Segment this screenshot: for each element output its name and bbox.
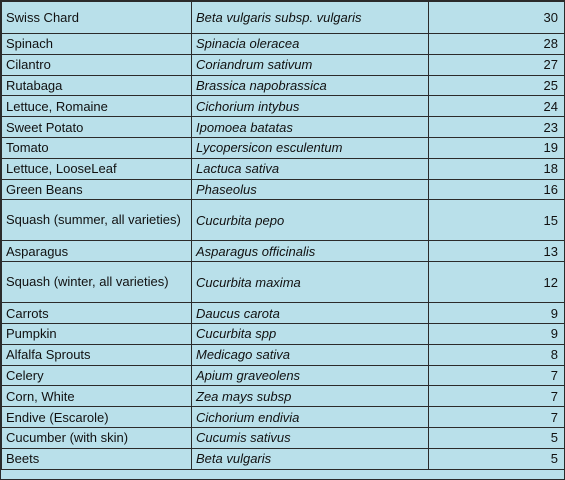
table-row — [2, 117, 565, 138]
table-row — [2, 262, 565, 303]
common-name-cell: Asparagus — [2, 241, 192, 262]
common-name-cell: Pumpkin — [2, 323, 192, 344]
scientific-name-cell: Brassica napobrassica — [192, 75, 429, 96]
value-cell: 7 — [429, 365, 565, 386]
common-name-cell: Sweet Potato — [2, 117, 192, 138]
table-row — [2, 75, 565, 96]
value-cell: 23 — [429, 117, 565, 138]
table-row — [2, 365, 565, 386]
common-name-cell: Rutabaga — [2, 75, 192, 96]
value-cell: 16 — [429, 179, 565, 200]
value-cell: 5 — [429, 448, 565, 469]
common-name-cell: Lettuce, Romaine — [2, 96, 192, 117]
common-name-cell: Corn, White — [2, 386, 192, 407]
table-row — [2, 427, 565, 448]
table-row — [2, 54, 565, 75]
vegetable-table — [1, 1, 565, 470]
common-name-cell: Alfalfa Sprouts — [2, 344, 192, 365]
value-cell: 9 — [429, 303, 565, 324]
common-name-cell: Cilantro — [2, 54, 192, 75]
value-cell: 24 — [429, 96, 565, 117]
scientific-name-cell: Daucus carota — [192, 303, 429, 324]
table-row — [2, 344, 565, 365]
scientific-name-cell: Cucurbita maxima — [192, 262, 429, 303]
common-name-cell: Cucumber (with skin) — [2, 427, 192, 448]
common-name-cell: Carrots — [2, 303, 192, 324]
scientific-name-cell: Spinacia oleracea — [192, 34, 429, 55]
scientific-name-cell: Cucurbita spp — [192, 323, 429, 344]
scientific-name-cell: Cichorium intybus — [192, 96, 429, 117]
common-name-cell: Squash (summer, all varieties) — [2, 200, 192, 241]
scientific-name-cell: Coriandrum sativum — [192, 54, 429, 75]
value-cell: 7 — [429, 386, 565, 407]
value-cell: 30 — [429, 2, 565, 34]
scientific-name-cell: Cucurbita pepo — [192, 200, 429, 241]
value-cell: 7 — [429, 407, 565, 428]
table-row — [2, 303, 565, 324]
common-name-cell: Lettuce, LooseLeaf — [2, 158, 192, 179]
scientific-name-cell: Medicago sativa — [192, 344, 429, 365]
scientific-name-cell: Cucumis sativus — [192, 427, 429, 448]
table-row — [2, 96, 565, 117]
value-cell: 18 — [429, 158, 565, 179]
scientific-name-cell: Lactuca sativa — [192, 158, 429, 179]
table-row — [2, 323, 565, 344]
value-cell: 13 — [429, 241, 565, 262]
scientific-name-cell: Asparagus officinalis — [192, 241, 429, 262]
common-name-cell: Green Beans — [2, 179, 192, 200]
common-name-cell: Swiss Chard — [2, 2, 192, 34]
value-cell: 25 — [429, 75, 565, 96]
common-name-cell: Tomato — [2, 137, 192, 158]
common-name-cell: Spinach — [2, 34, 192, 55]
table-row — [2, 34, 565, 55]
scientific-name-cell: Beta vulgaris — [192, 448, 429, 469]
table-row — [2, 158, 565, 179]
value-cell: 15 — [429, 200, 565, 241]
scientific-name-cell: Phaseolus — [192, 179, 429, 200]
table-row — [2, 137, 565, 158]
value-cell: 9 — [429, 323, 565, 344]
value-cell: 19 — [429, 137, 565, 158]
table-row — [2, 407, 565, 428]
value-cell: 28 — [429, 34, 565, 55]
scientific-name-cell: Beta vulgaris subsp. vulgaris — [192, 2, 429, 34]
table-row — [2, 179, 565, 200]
scientific-name-cell: Ipomoea batatas — [192, 117, 429, 138]
common-name-cell: Celery — [2, 365, 192, 386]
value-cell: 27 — [429, 54, 565, 75]
table-row — [2, 241, 565, 262]
table-row — [2, 200, 565, 241]
common-name-cell: Squash (winter, all varieties) — [2, 262, 192, 303]
common-name-cell: Beets — [2, 448, 192, 469]
table-row — [2, 448, 565, 469]
scientific-name-cell: Zea mays subsp — [192, 386, 429, 407]
table-row — [2, 2, 565, 34]
scientific-name-cell: Lycopersicon esculentum — [192, 137, 429, 158]
scientific-name-cell: Apium graveolens — [192, 365, 429, 386]
value-cell: 8 — [429, 344, 565, 365]
table-row — [2, 386, 565, 407]
value-cell: 5 — [429, 427, 565, 448]
common-name-cell: Endive (Escarole) — [2, 407, 192, 428]
scientific-name-cell: Cichorium endivia — [192, 407, 429, 428]
value-cell: 12 — [429, 262, 565, 303]
